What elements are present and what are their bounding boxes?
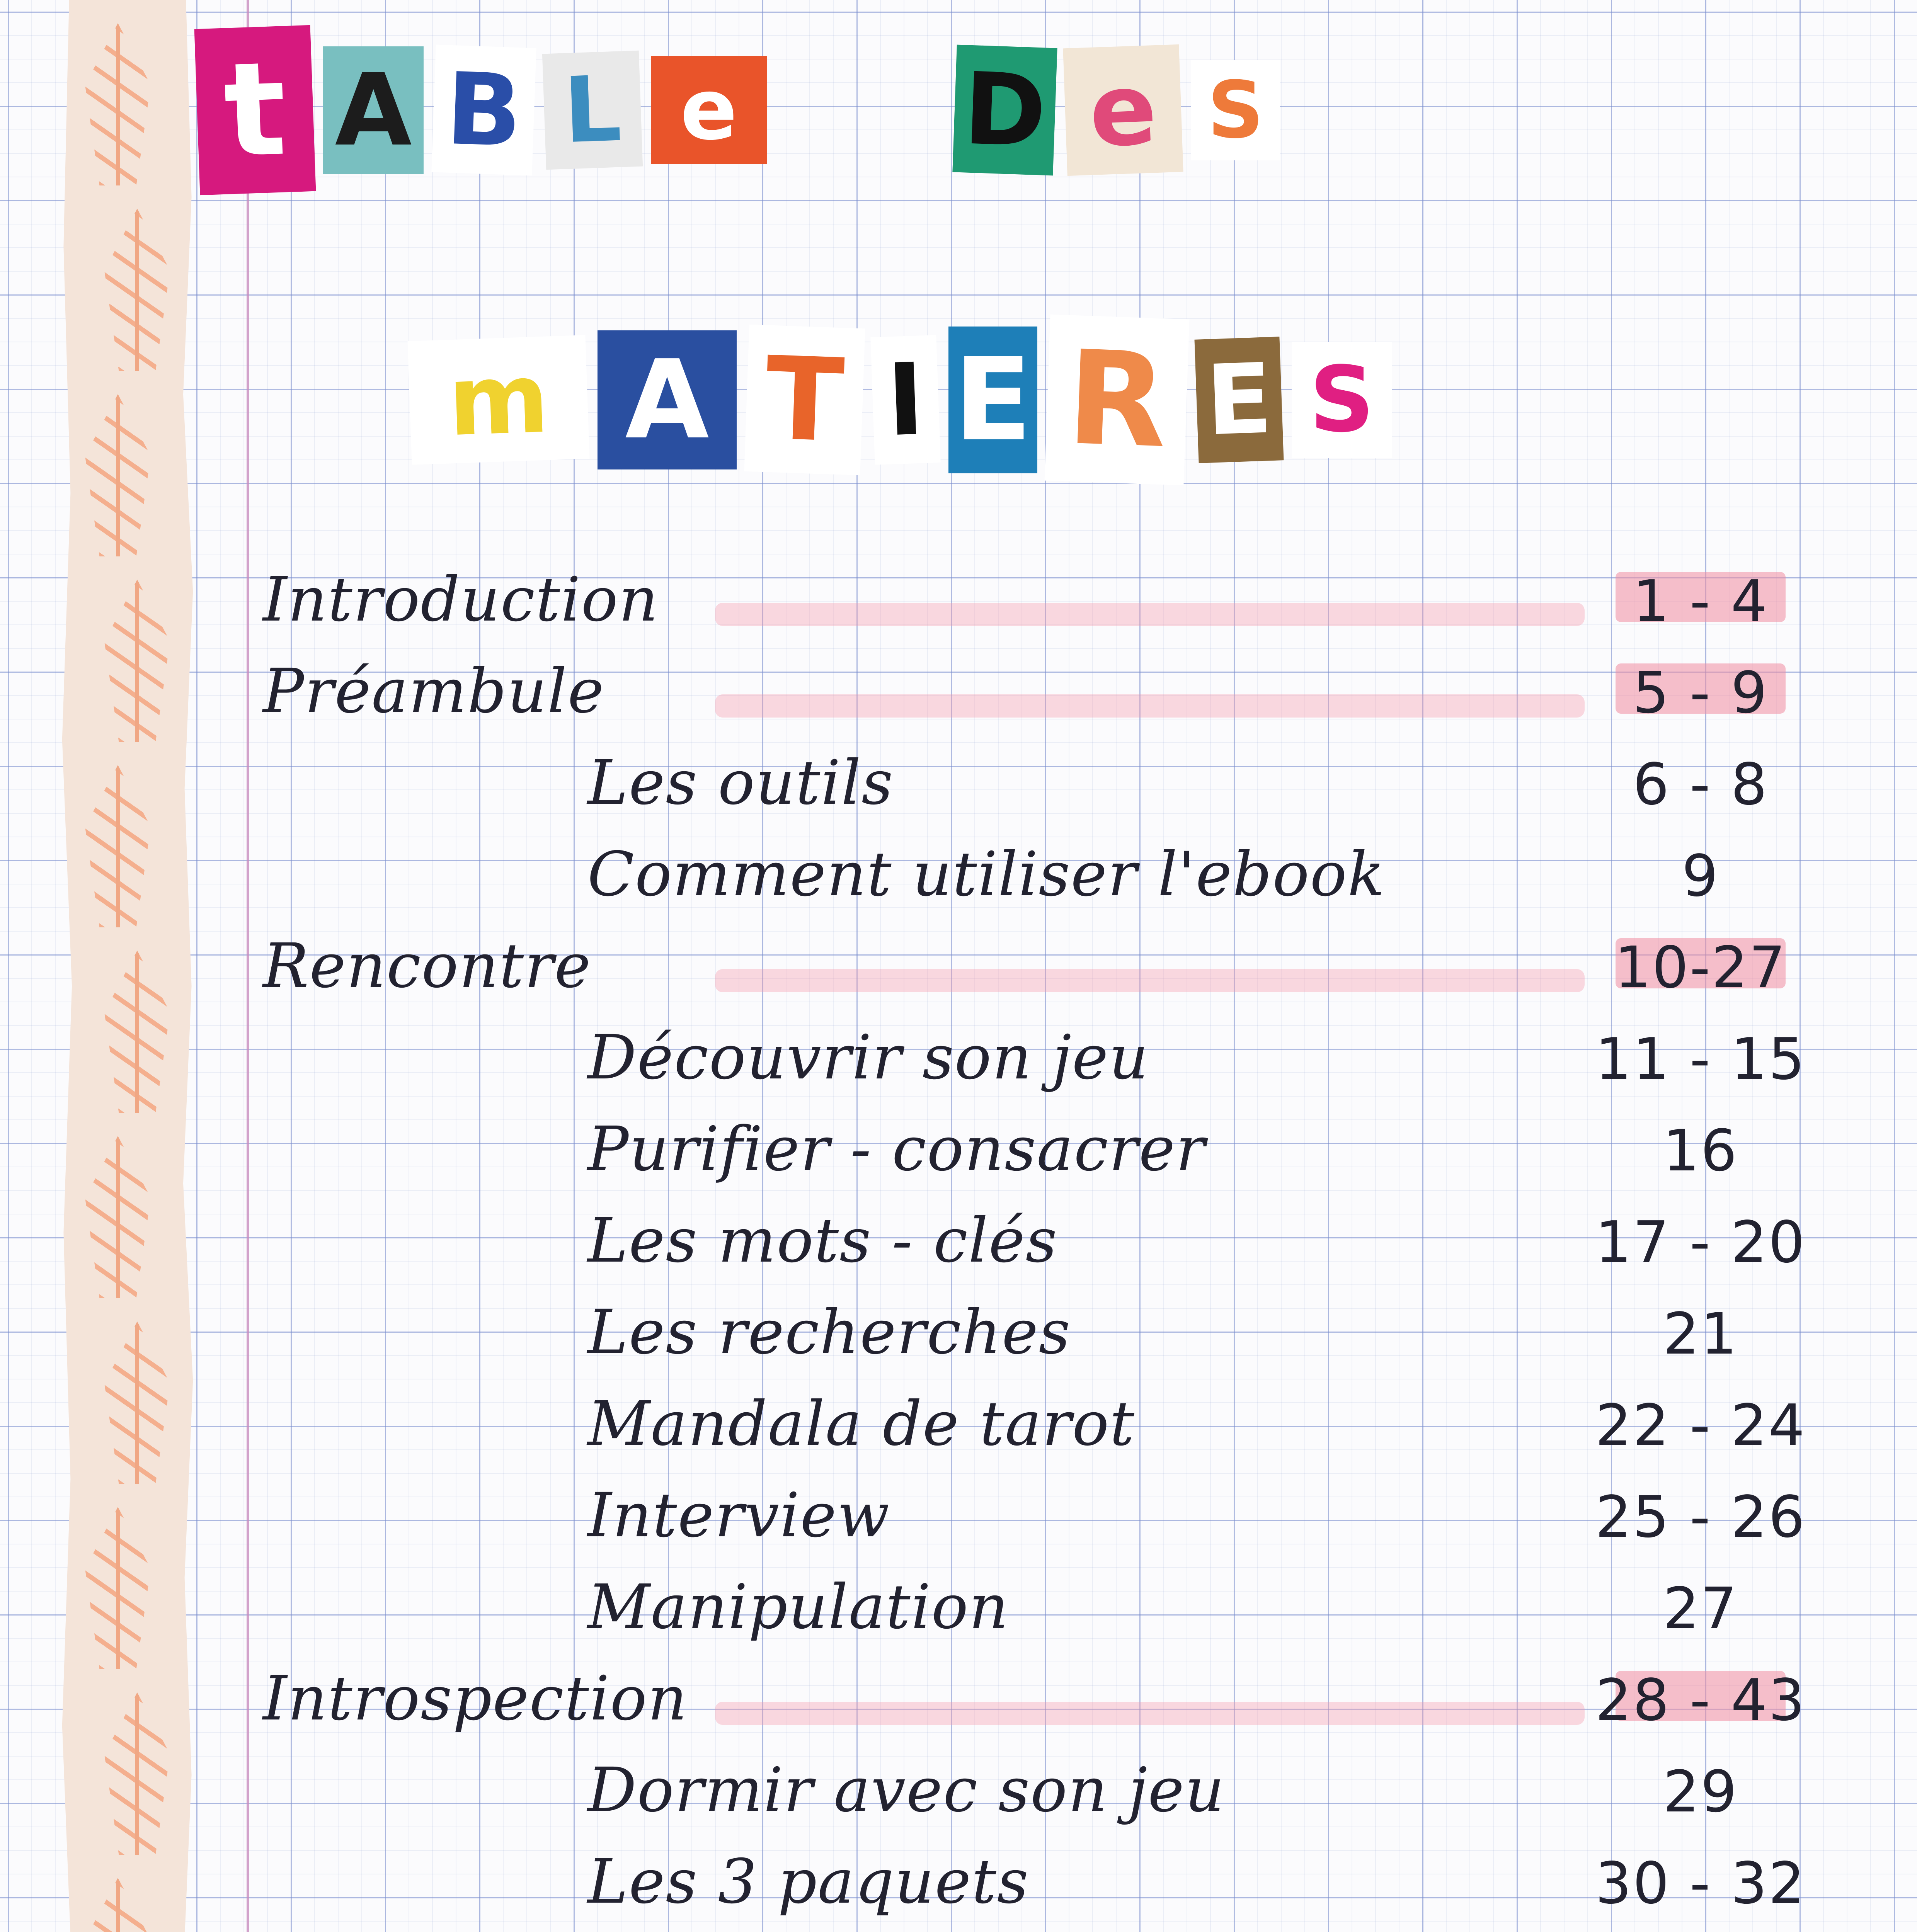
title-letter: L bbox=[542, 51, 643, 170]
toc-subsection bbox=[0, 1838, 1917, 1931]
toc-entry-label: Les outils bbox=[587, 747, 894, 818]
toc-subsection bbox=[0, 1197, 1917, 1290]
toc-entry-label: Mandala de tarot bbox=[587, 1388, 1135, 1459]
toc-entry-pages: 25 - 26 bbox=[1595, 1484, 1806, 1550]
toc-section bbox=[0, 556, 1917, 649]
toc-entry-pages: 30 - 32 bbox=[1595, 1850, 1806, 1917]
dotted-leader-highlight bbox=[715, 969, 1585, 992]
fern-motif bbox=[85, 23, 151, 185]
toc-subsection bbox=[0, 1289, 1917, 1382]
title-letter: E bbox=[948, 327, 1037, 473]
title-letter: A bbox=[323, 46, 424, 174]
toc-entry-label: Préambule bbox=[263, 656, 605, 727]
title-letter: e bbox=[1063, 44, 1183, 176]
title-letter: R bbox=[1045, 315, 1190, 485]
toc-subsection bbox=[0, 1747, 1917, 1840]
toc-entry-label: Purifier - consacrer bbox=[587, 1114, 1206, 1185]
toc-entry-pages: 16 bbox=[1663, 1117, 1738, 1184]
title-letter: D bbox=[952, 45, 1057, 176]
toc-entry-label: Les recherches bbox=[587, 1297, 1071, 1368]
toc-entry-pages: 11 - 15 bbox=[1595, 1026, 1806, 1092]
title-letter: B bbox=[431, 45, 536, 176]
toc-subsection bbox=[0, 1472, 1917, 1565]
toc-entry-label: Les 3 paquets bbox=[587, 1846, 1029, 1917]
title-letter: S bbox=[1292, 342, 1392, 458]
toc-section bbox=[0, 1655, 1917, 1748]
title-letter: m bbox=[408, 335, 590, 465]
toc-entry-label: Les mots - clés bbox=[587, 1205, 1058, 1276]
toc-entry-label: Rencontre bbox=[263, 930, 592, 1002]
title-line-2 bbox=[410, 317, 1402, 483]
toc-entry-label: Découvrir son jeu bbox=[587, 1022, 1149, 1093]
title-line-1 bbox=[197, 27, 1290, 193]
toc-entry-pages: 17 - 20 bbox=[1595, 1209, 1806, 1276]
title-letter: T bbox=[744, 325, 865, 475]
dotted-leader-highlight bbox=[715, 1702, 1585, 1725]
toc-entry-label: Interview bbox=[587, 1480, 890, 1551]
toc-entry-pages: 29 bbox=[1663, 1759, 1738, 1825]
toc-entry-pages: 21 bbox=[1663, 1301, 1738, 1367]
title-letter: A bbox=[598, 330, 737, 469]
dotted-leader-highlight bbox=[715, 694, 1585, 718]
title-letter: I bbox=[870, 335, 940, 465]
toc-section bbox=[0, 923, 1917, 1015]
fern-motif bbox=[104, 209, 170, 371]
toc-entry-pages: 28 - 43 bbox=[1595, 1667, 1806, 1733]
toc-subsection bbox=[0, 1930, 1917, 1932]
toc-entry-label: Introspection bbox=[263, 1663, 688, 1734]
toc-subsection bbox=[0, 1564, 1917, 1656]
toc-entry-pages: 9 bbox=[1682, 843, 1720, 909]
toc-subsection bbox=[0, 1381, 1917, 1473]
title-letter: t bbox=[194, 25, 316, 195]
toc-entry-pages: 1 - 4 bbox=[1633, 568, 1769, 634]
toc-entry-pages: 27 bbox=[1663, 1575, 1738, 1642]
toc-entry-label: Introduction bbox=[263, 564, 659, 635]
dotted-leader-highlight bbox=[715, 603, 1585, 626]
toc-entry-pages: 6 - 8 bbox=[1633, 751, 1769, 818]
toc-entry-pages: 10-27 bbox=[1614, 934, 1787, 1001]
toc-entry-pages: 22 - 24 bbox=[1595, 1392, 1806, 1459]
title-letter: e bbox=[651, 56, 767, 164]
title-letter: S bbox=[1191, 60, 1280, 160]
toc-subsection bbox=[0, 1014, 1917, 1107]
toc-entry-pages: 5 - 9 bbox=[1633, 660, 1769, 726]
toc-subsection bbox=[0, 831, 1917, 924]
title-letter: E bbox=[1194, 337, 1284, 463]
toc-entry-label: Dormir avec son jeu bbox=[587, 1755, 1225, 1826]
toc-entry-label: Manipulation bbox=[587, 1571, 1009, 1643]
toc-subsection bbox=[0, 740, 1917, 832]
toc-entry-label: Comment utiliser l'ebook bbox=[587, 839, 1386, 910]
toc-section bbox=[0, 648, 1917, 741]
toc-subsection bbox=[0, 1106, 1917, 1199]
fern-motif bbox=[85, 394, 151, 556]
